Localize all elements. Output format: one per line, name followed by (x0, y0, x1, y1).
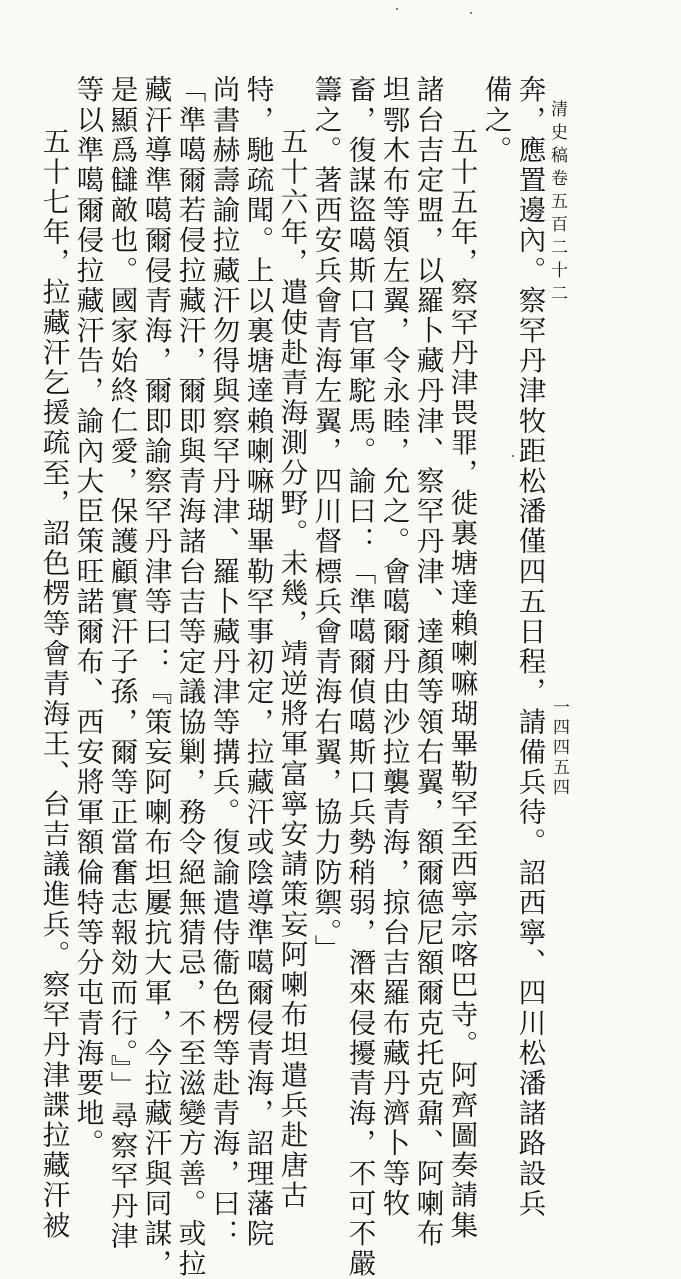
scan-speck (512, 455, 514, 457)
page-number: 一四四五四 (549, 698, 569, 798)
text-column-15: 五十七年，拉藏汗乞援疏至，詔色楞等會青海王、台吉議進兵。察罕丹津諜拉藏汗被 (37, 127, 70, 1241)
text-column-13: 是顯爲讎敵也。國家始終仁愛，保護顧實汗子孫，爾等正當奮志報効而行。』」尋察罕丹津 (105, 75, 138, 1252)
text-column-7: 籌之。著西安兵會青海左翼，四川督標兵會青海右翼，協力防禦。」 (309, 75, 342, 965)
scan-speck (470, 12, 472, 14)
text-column-1: 奔，應置邊內。察罕丹津牧距松潘僅四五日程，請備兵待。詔西寧、四川松潘諸路設兵 (513, 75, 546, 1219)
text-column-4: 諸台吉定盟，以羅卜藏丹津、察罕丹津、達顏等領右翼，額爾德尼額爾克托克鼐、阿喇布 (411, 75, 444, 1249)
text-column-10: 尚書赫壽諭拉藏汗勿得與察罕丹津、羅卜藏丹津等搆兵。復諭遣侍衞色楞等赴青海，曰： (207, 75, 240, 1249)
running-title: 清史稿卷五百二十二 (547, 100, 567, 307)
text-column-6: 畜，復謀盜噶斯口官軍駝馬。諭曰：「準噶爾偵噶斯口兵勢稍弱，潛來侵擾青海，不可不嚴 (343, 75, 376, 1279)
text-column-2: 備之。 (479, 75, 512, 166)
scan-speck (396, 8, 398, 10)
text-column-12: 藏汗導準噶爾侵青海，爾即諭察罕丹津等曰：『策妄阿喇布坦屢抗大軍，今拉藏汗與同謀， (139, 75, 172, 1279)
text-column-5: 坦鄂木布等領左翼，令永睦，允之。會噶爾丹由沙拉襲青海，掠台吉羅布藏丹濟卜等牧 (377, 75, 410, 1219)
text-column-8: 五十六年，遣使赴青海測分野。未幾，靖逆將軍富寧安請策妄阿喇布坦遣兵赴唐古 (275, 127, 308, 1211)
text-column-11: 「準噶爾若侵拉藏汗，爾即與青海諸台吉等定議協剿，務令絕無猜忌，不至滋變方善。或拉 (173, 75, 206, 1279)
text-column-9: 特，馳疏聞。上以裏塘達賴喇嘛瑚畢勒罕事初定，拉藏汗或陰導準噶爾侵青海，詔理藩院 (241, 75, 274, 1249)
text-column-14: 等以準噶爾侵拉藏汗告，諭內大臣策旺諾爾布、西安將軍額倫特等分屯青海要地。 (71, 75, 104, 1159)
text-column-3: 五十五年，察罕丹津畏罪，徙裏塘達賴喇嘛瑚畢勒罕至西寧宗喀巴寺。阿齊圖奏請集 (445, 127, 478, 1241)
